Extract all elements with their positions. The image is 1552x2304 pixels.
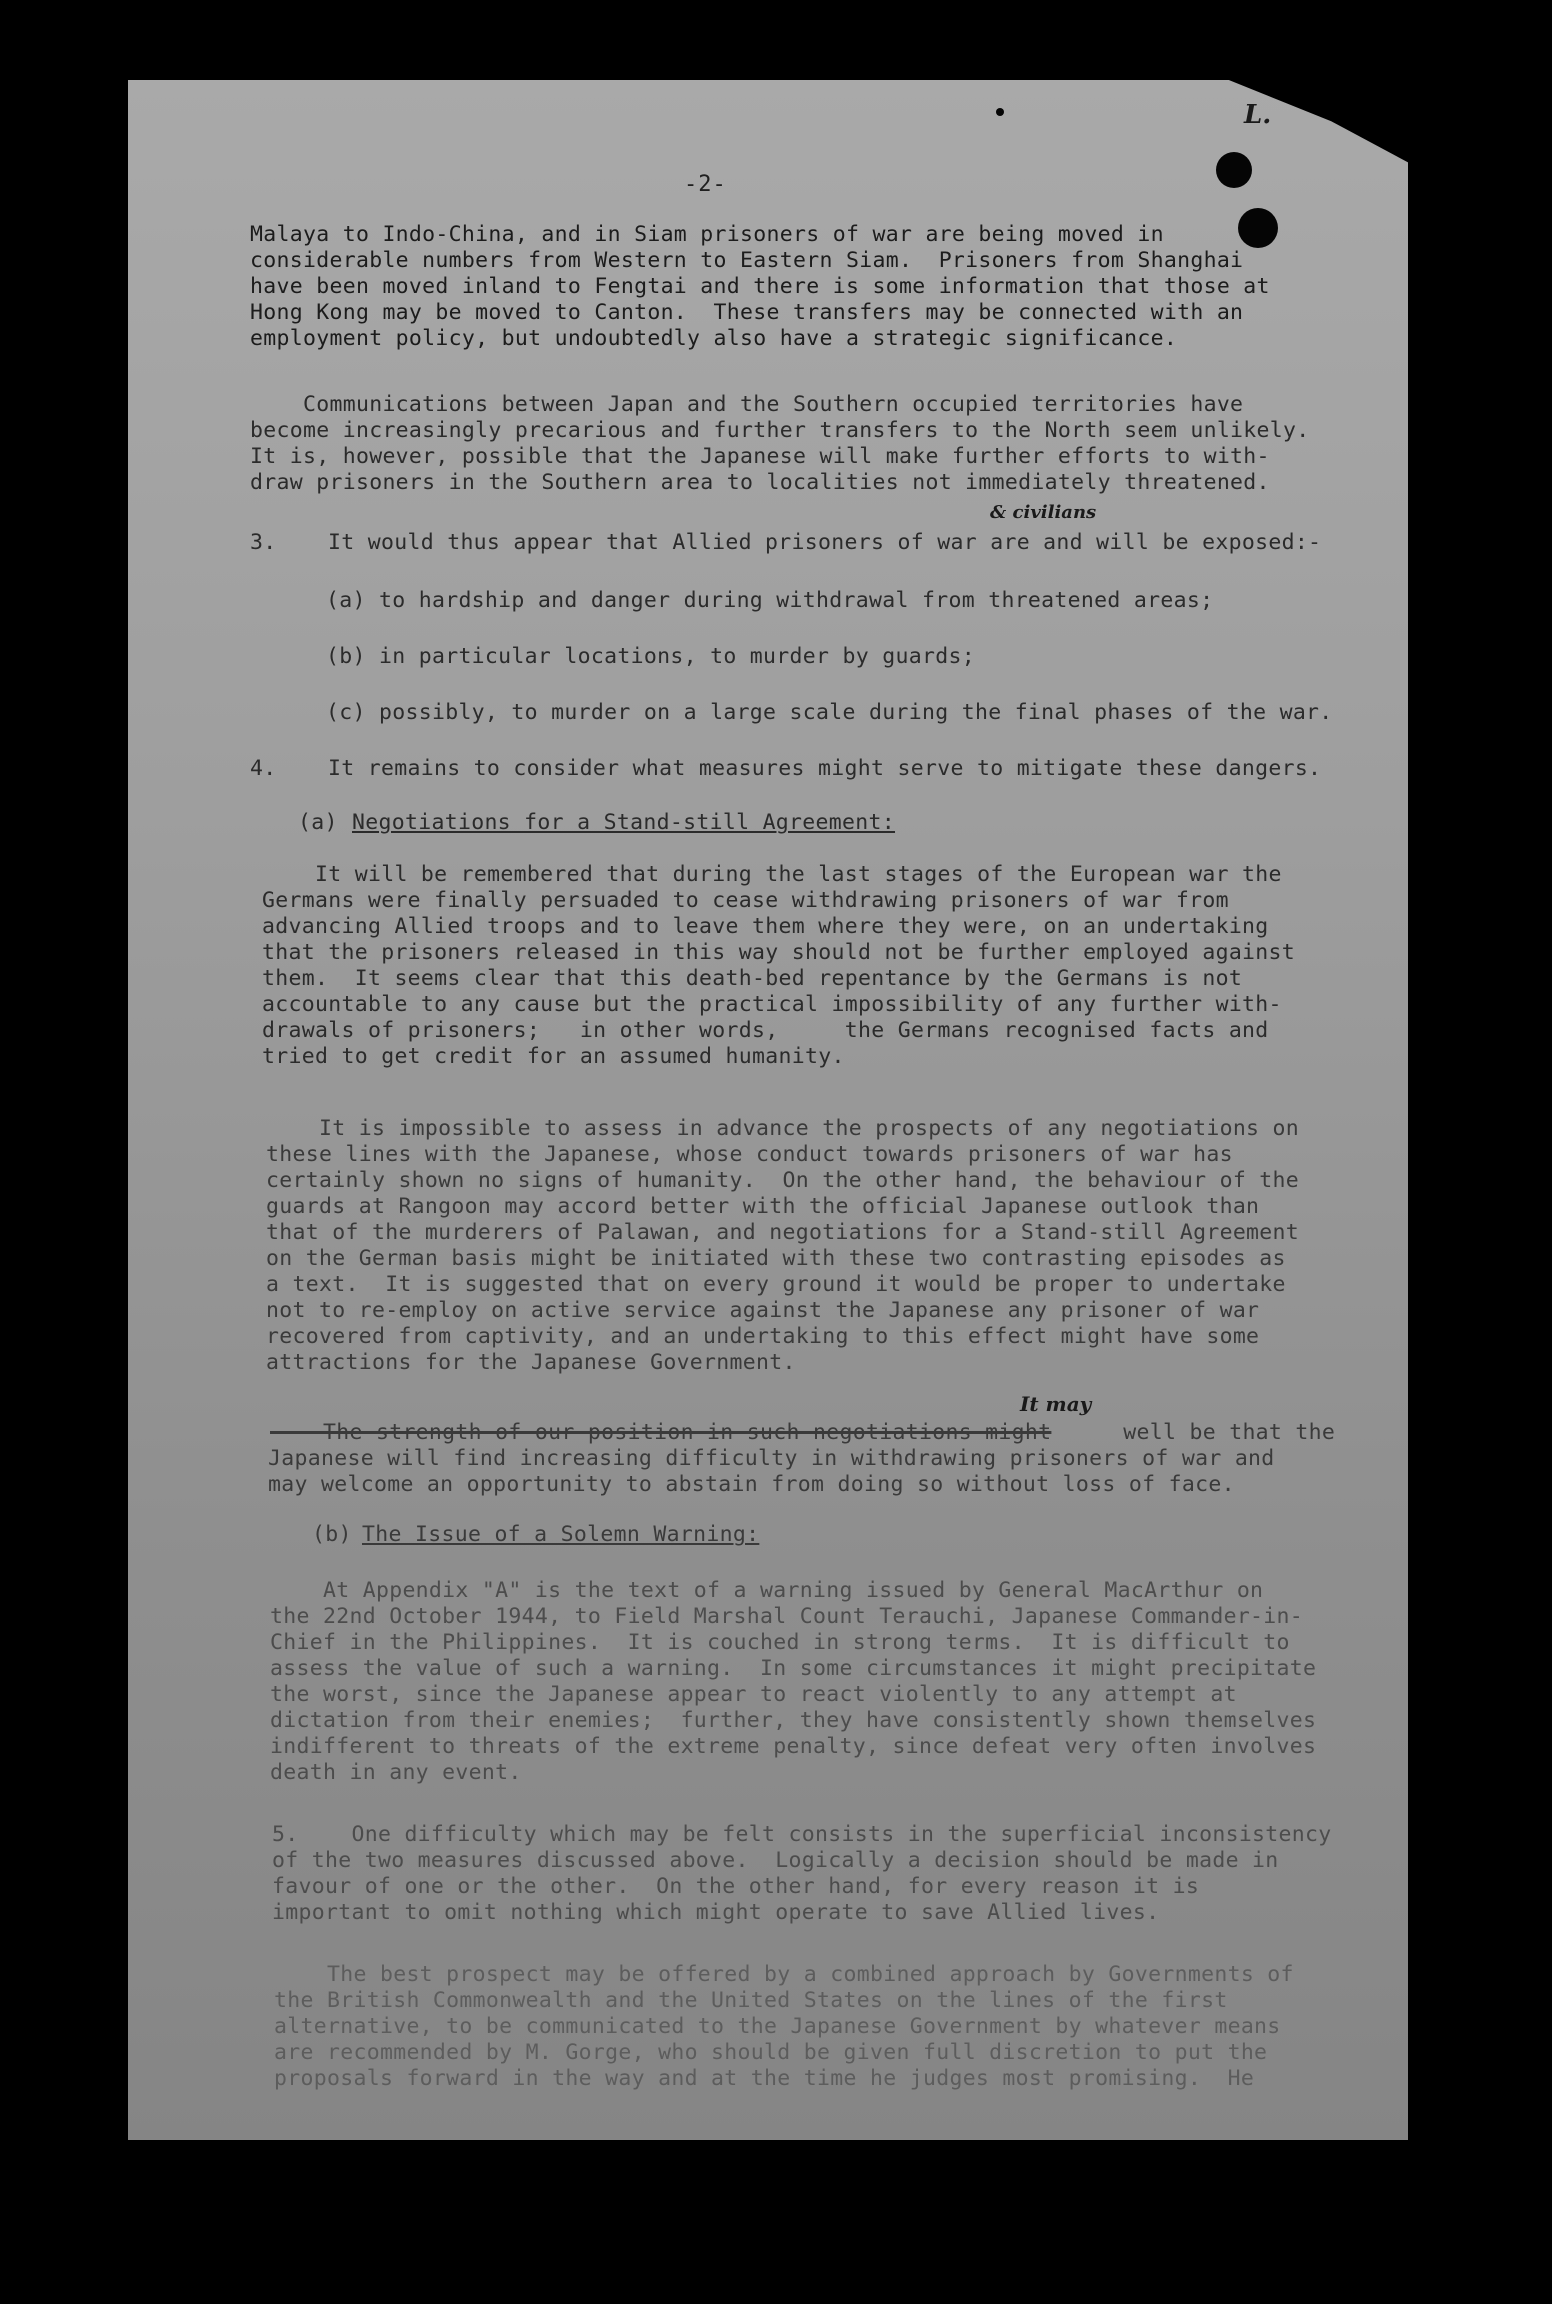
struck-text: The strength of our position in such negotiations might	[270, 1420, 1052, 1445]
text-line: alternative, to be communicated to the Japanese Government by whatever means	[274, 2014, 1281, 2039]
list-item: (b) in particular locations, to murder by guards;	[326, 644, 975, 669]
text-line: Hong Kong may be moved to Canton. These transfers may be connected with an	[250, 300, 1244, 325]
text-line: become increasingly precarious and further transfers to the North seem unlikely.	[250, 418, 1310, 443]
text-line: well be that the	[1110, 1420, 1336, 1445]
text-line: the British Commonwealth and the United States on the lines of the first	[274, 1988, 1228, 2013]
section-heading: Negotiations for a Stand-still Agreement:	[352, 810, 896, 835]
text-line: a text. It is suggested that on every ground it would be proper to undertake	[266, 1272, 1286, 1297]
text-line: have been moved inland to Fengtai and there is some information that those at	[250, 274, 1270, 299]
text-line: assess the value of such a warning. In some circumstances it might precipitate	[270, 1656, 1317, 1681]
text-line: Germans were finally persuaded to cease withdrawing prisoners of war from	[262, 888, 1229, 913]
text-line: considerable numbers from Western to Eastern Siam. Prisoners from Shanghai	[250, 248, 1244, 273]
text-line: Chief in the Philippines. It is couched in strong terms. It is difficult to	[270, 1630, 1290, 1655]
text-line: At Appendix "A" is the text of a warning issued by General MacArthur on	[270, 1578, 1264, 1603]
text-line: are recommended by M. Gorge, who should be given full discretion to put the	[274, 2040, 1268, 2065]
text-line: Communications between Japan and the Southern occupied territories have	[250, 392, 1244, 417]
text-line: may welcome an opportunity to abstain from doing so without loss of face.	[268, 1472, 1235, 1497]
text-line: It will be remembered that during the last stages of the European war the	[262, 862, 1282, 887]
text-line: draw prisoners in the Southern area to localities not immediately threatened.	[250, 470, 1270, 495]
text-line: dictation from their enemies; further, they have consistently shown themselves	[270, 1708, 1317, 1733]
paragraph-number: 4.	[250, 756, 277, 781]
text-line: favour of one or the other. On the other hand, for every reason it is	[272, 1874, 1200, 1899]
text-line: It would thus appear that Allied prisoners of war are and will be exposed:-	[328, 530, 1322, 555]
text-line: advancing Allied troops and to leave them where they were, on an undertaking	[262, 914, 1269, 939]
text-line: certainly shown no signs of humanity. On the other hand, the behaviour of the	[266, 1168, 1300, 1193]
text-line: indifferent to threats of the extreme penalty, since defeat very often involves	[270, 1734, 1317, 1759]
ink-dot	[996, 108, 1004, 116]
text-line: tried to get credit for an assumed humanity.	[262, 1044, 845, 1069]
text-line: 5. One difficulty which may be felt consists in the superficial inconsistency	[272, 1822, 1332, 1847]
section-heading: The Issue of a Solemn Warning:	[362, 1522, 760, 1547]
text-line: Japanese will find increasing difficulty in withdrawing prisoners of war and	[268, 1446, 1275, 1471]
text-line: important to omit nothing which might operate to save Allied lives.	[272, 1900, 1160, 1925]
text-line: Malaya to Indo-China, and in Siam prisoners of war are being moved in	[250, 222, 1164, 247]
text-line: accountable to any cause but the practical impossibility of any further with-	[262, 992, 1282, 1017]
text-line: proposals forward in the way and at the time he judges most promising. He	[274, 2066, 1255, 2091]
text-line: on the German basis might be initiated with these two contrasting episodes as	[266, 1246, 1286, 1271]
text-line: death in any event.	[270, 1760, 522, 1785]
punch-hole-top	[1216, 152, 1252, 188]
text-line: attractions for the Japanese Government.	[266, 1350, 796, 1375]
text-line: employment policy, but undoubtedly also have a strategic significance.	[250, 326, 1178, 351]
paragraph-number: 3.	[250, 530, 277, 555]
text-line: It is, however, possible that the Japanese will make further efforts to with-	[250, 444, 1270, 469]
punch-hole-bottom	[1238, 208, 1278, 248]
text-line: not to re-employ on active service against the Japanese any prisoner of war	[266, 1298, 1260, 1323]
handwritten-top-mark: L.	[1244, 100, 1272, 130]
text-line: the worst, since the Japanese appear to react violently to any attempt at	[270, 1682, 1237, 1707]
handwritten-insertion: It may	[1020, 1392, 1092, 1416]
text-line: It remains to consider what measures might serve to mitigate these dangers.	[328, 756, 1322, 781]
text-line: It is impossible to assess in advance the prospects of any negotiations on	[266, 1116, 1300, 1141]
text-line: that the prisoners released in this way should not be further employed against	[262, 940, 1296, 965]
text-line: The best prospect may be offered by a combined approach by Governments of	[274, 1962, 1294, 1987]
text-line: that of the murderers of Palawan, and negotiations for a Stand-still Agreement	[266, 1220, 1300, 1245]
text-line: drawals of prisoners; in other words, the Germans recognised facts and	[262, 1018, 1269, 1043]
text-line: of the two measures discussed above. Logically a decision should be made in	[272, 1848, 1279, 1873]
page-number: -2-	[684, 172, 727, 197]
text-line: guards at Rangoon may accord better with the official Japanese outlook than	[266, 1194, 1260, 1219]
section-prefix: (a)	[298, 810, 338, 835]
text-line: them. It seems clear that this death-bed repentance by the Germans is not	[262, 966, 1243, 991]
list-item: (c) possibly, to murder on a large scale during the final phases of the war.	[326, 700, 1333, 725]
handwritten-insertion: & civilians	[990, 502, 1097, 523]
text-line: the 22nd October 1944, to Field Marshal Count Terauchi, Japanese Commander-in-	[270, 1604, 1304, 1629]
list-item: (a) to hardship and danger during withdrawal from threatened areas;	[326, 588, 1214, 613]
text-line: these lines with the Japanese, whose conduct towards prisoners of war has	[266, 1142, 1233, 1167]
text-line: recovered from captivity, and an undertaking to this effect might have some	[266, 1324, 1260, 1349]
section-prefix: (b)	[312, 1522, 352, 1547]
